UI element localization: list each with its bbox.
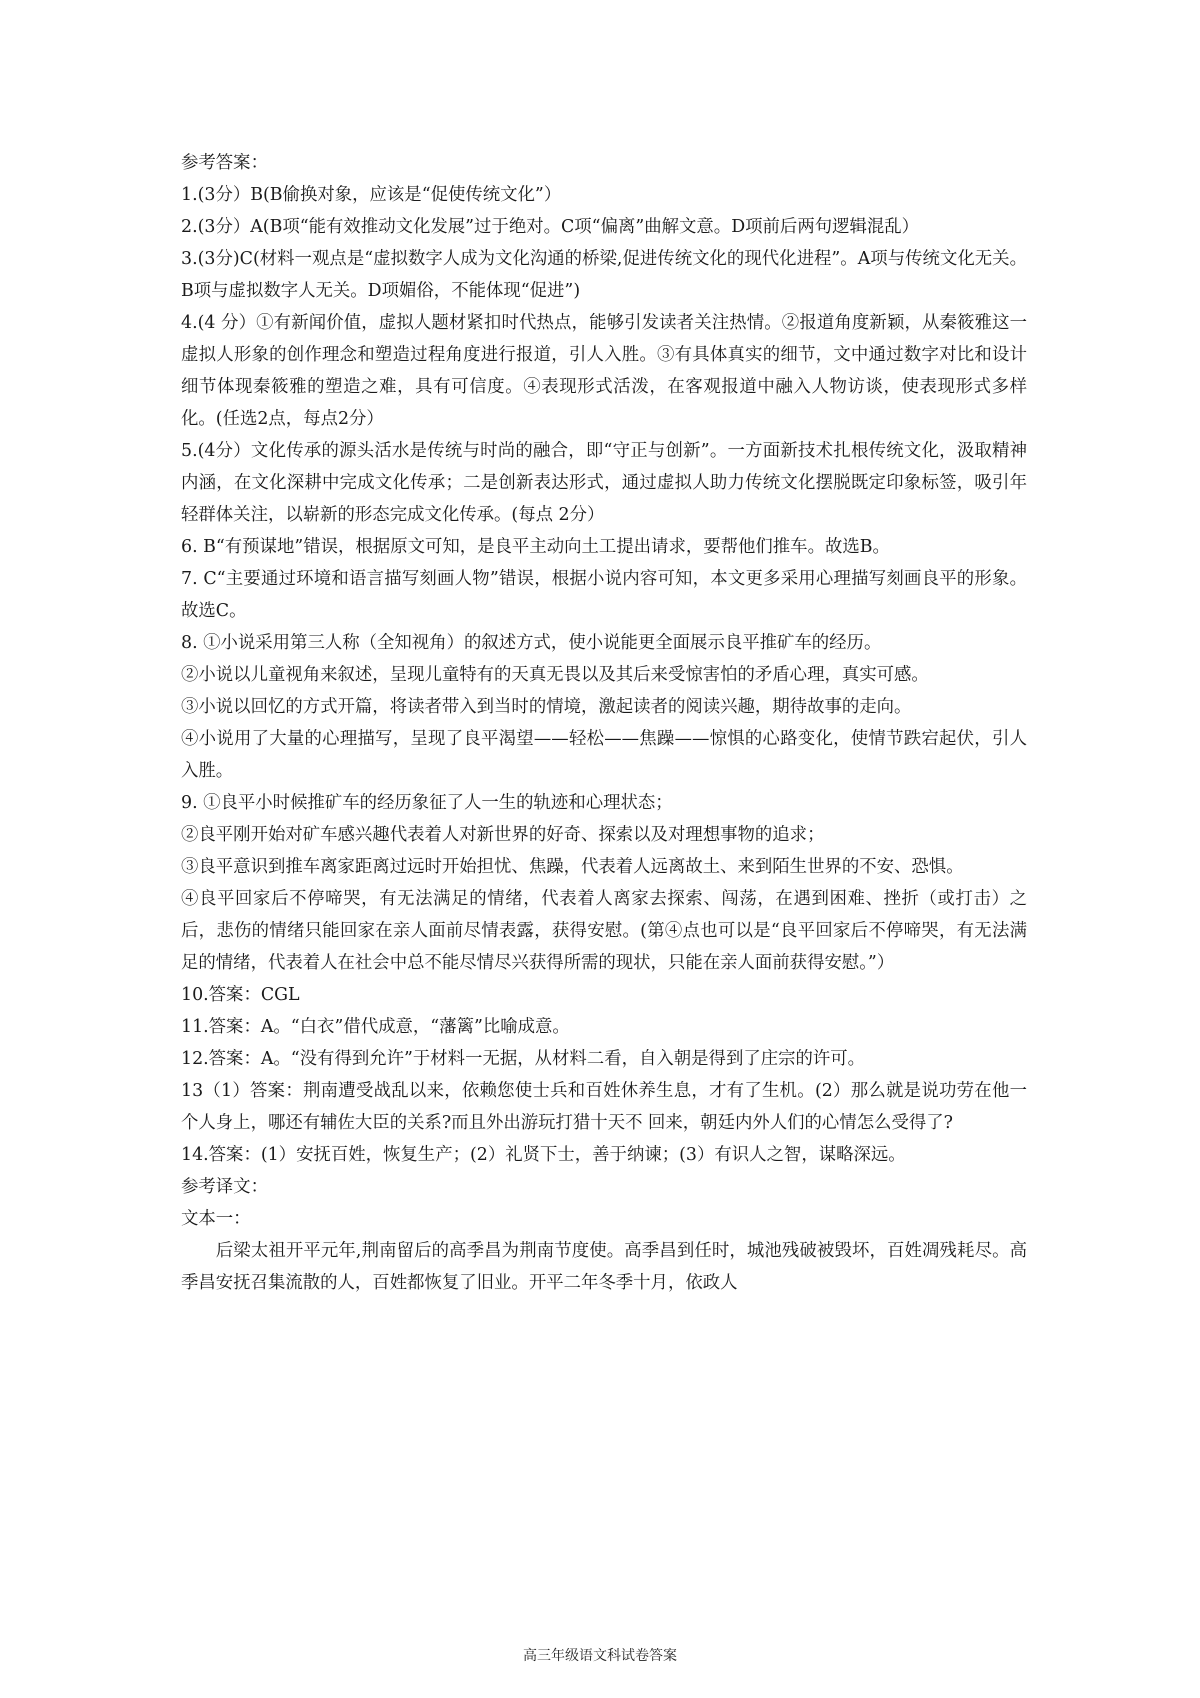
answer-paragraph: 3.(3分)C(材料一观点是“虚拟数字人成为文化沟通的桥梁,促进传统文化的现代化进程”。A项与传统文化无关。B项与虚拟数字人无关。D项媚俗，不能体现“促进”) bbox=[181, 249, 1027, 301]
answer-paragraph: ④小说用了大量的心理描写，呈现了良平渴望——轻松——焦躁——惊惧的心路变化，使情节跌宕起伏，引人入胜。 bbox=[181, 729, 1027, 781]
answer-paragraph: 7. C“主要通过环境和语言描写刻画人物”错误，根据小说内容可知，本文更多采用心理描写刻画良平的形象。故选C。 bbox=[181, 569, 1027, 621]
answer-paragraph: 13（1）答案：荆南遭受战乱以来，依赖您使士兵和百姓休养生息，才有了生机。(2）那么就是说功劳在他一个人身上，哪还有辅佐大臣的关系?而且外出游玩打猎十天不 回来，朝廷内外人们的心情怎么受得了? bbox=[181, 1081, 1027, 1133]
answer-paragraph: 12.答案：A。“没有得到允许”于材料一无据，从材料二看，自入朝是得到了庄宗的许可。 bbox=[181, 1049, 866, 1069]
answer-paragraph: 9. ①良平小时候推矿车的经历象征了人一生的轨迹和心理状态； bbox=[181, 793, 673, 813]
answer-paragraph: 1.(3分）B(B偷换对象，应该是“促使传统文化”） bbox=[181, 185, 562, 205]
answer-paragraph: ④良平回家后不停啼哭，有无法满足的情绪，代表着人离家去探索、闯荡，在遇到困难、挫折（或打击）之后，悲伤的情绪只能回家在亲人面前尽情表露，获得安慰。(第④点也可以是“良平回家后不停啼哭，有无法满足的情绪，代表着人在社会中总不能尽情尽兴获得所需的现状，只能在亲人面前获得安慰。”） bbox=[181, 889, 1027, 973]
answer-paragraph: 5.(4分）文化传承的源头活水是传统与时尚的融合，即“守正与创新”。一方面新技术扎根传统文化，汲取精神内涵，在文化深耕中完成文化传承；二是创新表达形式，通过虚拟人助力传统文化摆脱既定印象标签，吸引年轻群体关注，以崭新的形态完成文化传承。(每点 2分） bbox=[181, 441, 1027, 525]
page-footer: 高三年级语文科试卷答案 bbox=[523, 1648, 677, 1664]
answers-heading: 参考答案： bbox=[181, 153, 268, 173]
answer-text-body bbox=[181, 147, 1027, 1299]
translation-heading: 参考译文： bbox=[181, 1177, 268, 1197]
answer-paragraph: 10.答案：CGL bbox=[181, 985, 300, 1005]
answer-paragraph: ②良平刚开始对矿车感兴趣代表着人对新世界的好奇、探索以及对理想事物的追求； bbox=[181, 825, 825, 845]
answer-paragraph: ②小说以儿童视角来叙述，呈现儿童特有的天真无畏以及其后来受惊害怕的矛盾心理，真实可感。 bbox=[181, 665, 929, 685]
answer-paragraph: 14.答案：(1）安抚百姓，恢复生产；(2）礼贤下士，善于纳谏；(3）有识人之智，谋略深远。 bbox=[181, 1145, 906, 1165]
answer-paragraph: ③小说以回忆的方式开篇，将读者带入到当时的情境，激起读者的阅读兴趣，期待故事的走向。 bbox=[181, 697, 912, 717]
translation-paragraph: 后梁太祖开平元年,荆南留后的高季昌为荆南节度使。高季昌到任时，城池残破被毁坏，百姓凋残耗尽。高季昌安抚召集流散的人，百姓都恢复了旧业。开平二年冬季十月，依政人 bbox=[181, 1241, 1027, 1293]
answer-paragraph: 11.答案：A。“白衣”借代成意，“藩篱”比喻成意。 bbox=[181, 1017, 570, 1037]
answer-paragraph: 6. B“有预谋地”错误，根据原文可知，是良平主动向土工提出请求，要帮他们推车。故选B。 bbox=[181, 537, 890, 557]
answer-paragraph: ③良平意识到推车离家距离过远时开始担忧、焦躁，代表着人远离故土、来到陌生世界的不安、恐惧。 bbox=[181, 857, 964, 877]
text-one-heading: 文本一： bbox=[181, 1209, 251, 1229]
answer-paragraph: 8. ①小说采用第三人称（全知视角）的叙述方式，使小说能更全面展示良平推矿车的经历。 bbox=[181, 633, 882, 653]
answer-paragraph: 2.(3分）A(B项“能有效推动文化发展”过于绝对。C项“偏离”曲解文意。D项前后两句逻辑混乱） bbox=[181, 217, 920, 237]
answer-paragraph: 4.(4 分）①有新闻价值，虚拟人题材紧扣时代热点，能够引发读者关注热情。②报道角度新颖，从秦筱雅这一虚拟人形象的创作理念和塑造过程角度进行报道，引人入胜。③有具体真实的细节，文中通过数字对比和设计细节体现秦筱雅的塑造之难，具有可信度。④表现形式活泼，在客观报道中融入人物访谈，使表现形式多样化。(任选2点，每点2分） bbox=[181, 313, 1027, 429]
